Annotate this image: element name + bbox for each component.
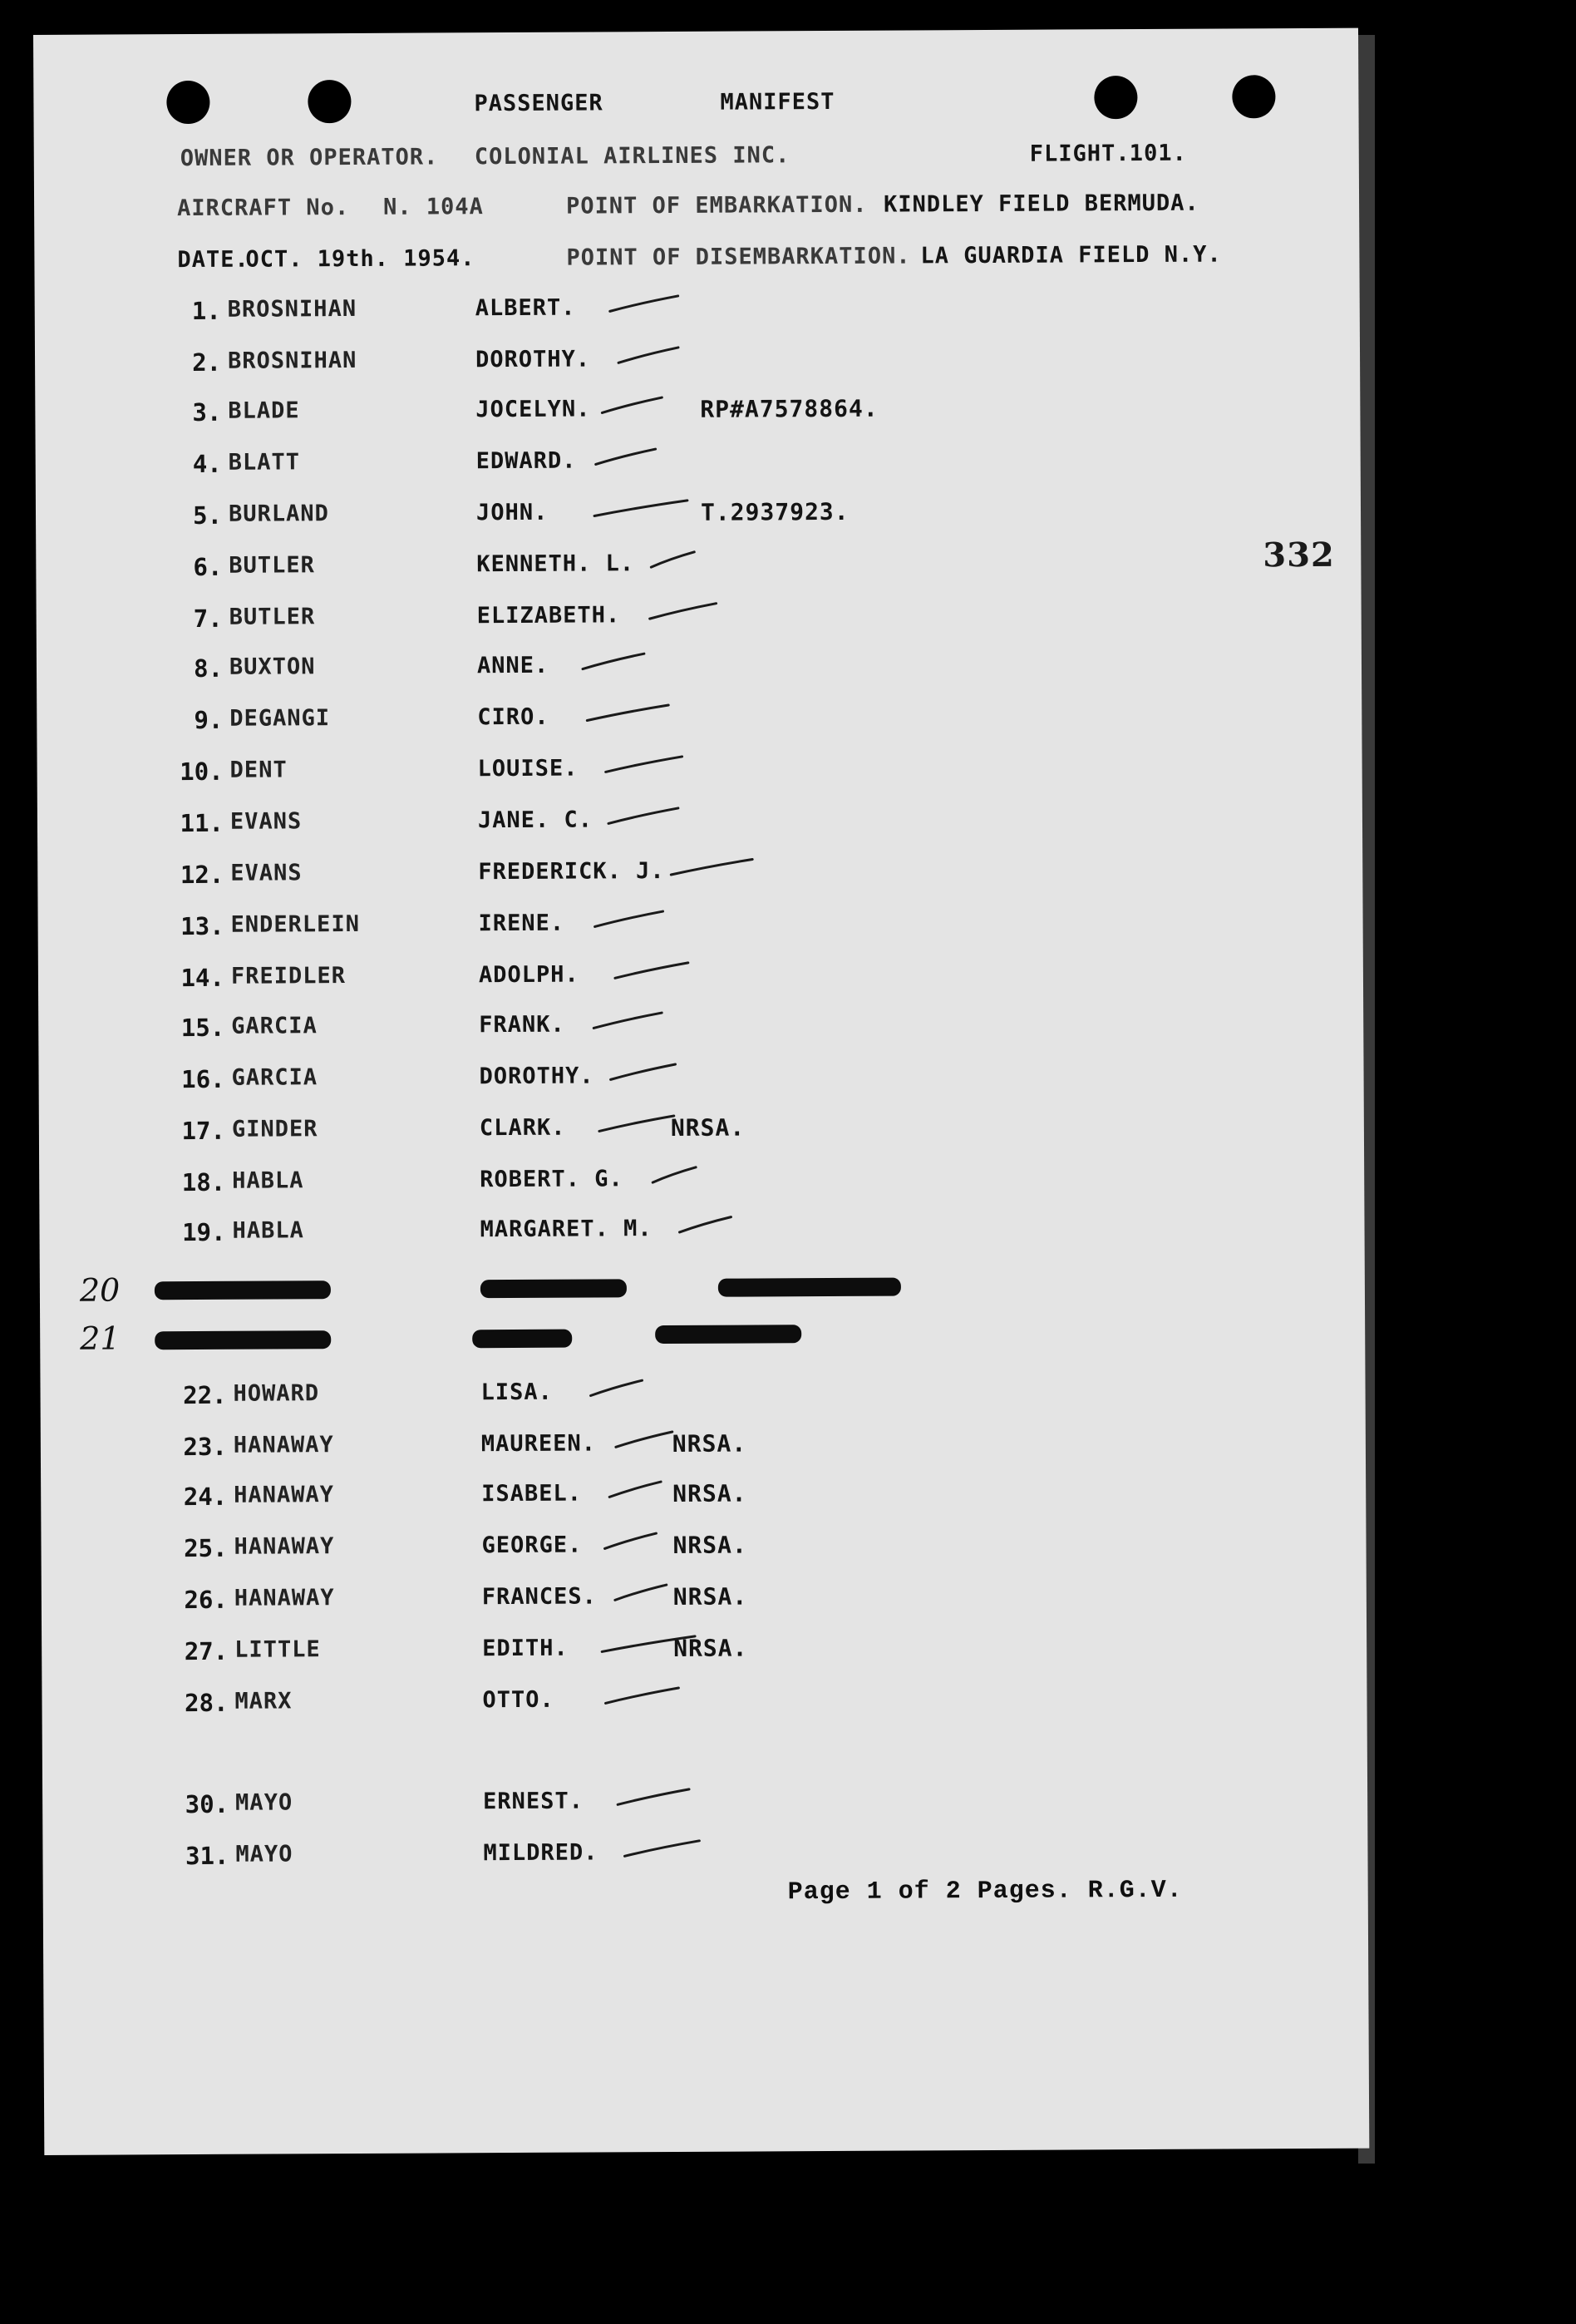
passenger-row bbox=[37, 855, 1334, 908]
passenger-given-name: CIRO. bbox=[477, 703, 549, 731]
passenger-row bbox=[37, 700, 1333, 753]
passenger-surname: HABLA bbox=[232, 1167, 304, 1194]
passenger-row bbox=[36, 444, 1332, 497]
passenger-row bbox=[35, 343, 1332, 396]
passenger-given-name: DOROTHY. bbox=[479, 1063, 594, 1090]
passenger-row bbox=[38, 1008, 1335, 1061]
page-count-footer: Page 1 of 2 Pages. R.G.V. bbox=[787, 1876, 1183, 1907]
passenger-number: 9. bbox=[194, 705, 224, 734]
passenger-surname: BROSNIHAN bbox=[227, 295, 357, 323]
passenger-number: 30. bbox=[185, 1789, 229, 1819]
passenger-number: 15. bbox=[180, 1013, 225, 1043]
page-number: 332 bbox=[1263, 535, 1335, 575]
passenger-surname: BLADE bbox=[228, 397, 300, 424]
passenger-number: 1. bbox=[191, 296, 221, 326]
passenger-number: 10. bbox=[180, 757, 224, 787]
passenger-given-name: CLARK. bbox=[479, 1114, 566, 1142]
passenger-row bbox=[42, 1580, 1338, 1633]
passenger-surname: BUXTON bbox=[229, 654, 316, 680]
passenger-given-name: ANNE. bbox=[476, 652, 549, 679]
passenger-given-name: MILDRED. bbox=[483, 1839, 598, 1867]
passenger-row bbox=[35, 392, 1332, 446]
passenger-surname: EVANS bbox=[229, 808, 303, 835]
passenger-row bbox=[41, 1427, 1337, 1480]
flight-label: FLIGHT. bbox=[1029, 141, 1130, 167]
passenger-surname: LITTLE bbox=[234, 1636, 321, 1663]
passenger-note: NRSA. bbox=[672, 1531, 747, 1559]
passenger-number: 7. bbox=[193, 604, 223, 634]
passenger-number: 11. bbox=[180, 808, 224, 838]
redaction-bar bbox=[718, 1278, 901, 1297]
check-tick-mark bbox=[616, 1784, 694, 1809]
aircraft-value: N. 104A bbox=[383, 194, 484, 220]
passenger-surname: EVANS bbox=[230, 860, 303, 886]
check-tick-mark bbox=[608, 1059, 680, 1084]
passenger-given-name: EDWARD. bbox=[475, 447, 577, 475]
passenger-number: 3. bbox=[192, 397, 222, 427]
passenger-row bbox=[38, 1059, 1335, 1113]
passenger-row bbox=[42, 1683, 1338, 1736]
check-tick-mark bbox=[613, 958, 693, 984]
passenger-number: 28. bbox=[185, 1688, 229, 1718]
punch-hole bbox=[308, 80, 351, 123]
passenger-row bbox=[38, 906, 1335, 960]
passenger-surname: DEGANGI bbox=[229, 705, 331, 732]
passenger-surname: HABLA bbox=[232, 1217, 304, 1244]
check-tick-mark bbox=[669, 854, 757, 880]
passenger-row bbox=[39, 1212, 1336, 1266]
passenger-surname: BURLAND bbox=[228, 501, 329, 527]
passenger-surname: HANAWAY bbox=[233, 1432, 334, 1458]
passenger-number: 18. bbox=[181, 1167, 226, 1197]
passenger-given-name: JANE. C. bbox=[477, 807, 593, 834]
check-tick-mark bbox=[585, 700, 673, 726]
passenger-surname: GINDER bbox=[231, 1116, 318, 1142]
passenger-given-name: LISA. bbox=[480, 1379, 553, 1406]
passenger-number: 27. bbox=[184, 1636, 229, 1666]
passenger-surname: FREIDLER bbox=[230, 963, 347, 989]
passenger-given-name: LOUISE. bbox=[477, 755, 579, 782]
passenger-number: 5. bbox=[193, 501, 223, 530]
passenger-number: 4. bbox=[192, 449, 222, 479]
margin-mark-20: 20 bbox=[79, 1271, 121, 1309]
disembarkation-label: POINT OF DISEMBARKATION. bbox=[566, 243, 911, 271]
passenger-given-name: ALBERT. bbox=[475, 294, 576, 322]
passenger-number: 6. bbox=[193, 552, 223, 582]
check-tick-mark bbox=[608, 291, 683, 316]
redaction-bar bbox=[655, 1325, 801, 1344]
passenger-number: 31. bbox=[185, 1841, 229, 1871]
date-value: OCT. 19th. 1954. bbox=[245, 245, 475, 273]
passenger-number: 23. bbox=[183, 1432, 227, 1462]
passenger-number: 19. bbox=[182, 1217, 226, 1247]
passenger-given-name: EDITH. bbox=[482, 1635, 569, 1662]
passenger-surname: BROSNIHAN bbox=[227, 347, 357, 374]
check-tick-mark bbox=[598, 1111, 679, 1137]
passenger-given-name: DOROTHY. bbox=[475, 346, 591, 373]
passenger-note: NRSA. bbox=[672, 1479, 747, 1507]
punch-hole bbox=[1232, 75, 1275, 118]
passenger-given-name: GEORGE. bbox=[481, 1532, 583, 1559]
check-tick-mark bbox=[677, 1212, 736, 1237]
redaction-bar bbox=[480, 1279, 627, 1298]
passenger-given-name: ISABEL. bbox=[481, 1480, 583, 1507]
passenger-note: T.2937923. bbox=[700, 497, 850, 526]
punch-hole bbox=[166, 81, 209, 124]
date-label: DATE. bbox=[177, 246, 249, 274]
check-tick-mark bbox=[604, 752, 687, 777]
passenger-note: NRSA. bbox=[673, 1634, 748, 1662]
passenger-note: NRSA. bbox=[670, 1113, 746, 1142]
passenger-row bbox=[39, 1162, 1336, 1216]
passenger-row bbox=[42, 1784, 1339, 1838]
passenger-given-name: FREDERICK. J. bbox=[478, 858, 665, 886]
disembarkation-value: LA GUARDIA FIELD N.Y. bbox=[920, 241, 1222, 269]
check-tick-mark bbox=[607, 803, 683, 828]
passenger-given-name: JOHN. bbox=[475, 499, 549, 526]
passenger-number: 17. bbox=[181, 1116, 225, 1146]
passenger-given-name: ADOLPH. bbox=[478, 961, 579, 989]
passenger-row bbox=[42, 1631, 1338, 1685]
passenger-row bbox=[35, 291, 1332, 344]
passenger-number: 22. bbox=[183, 1380, 227, 1410]
passenger-number: 25. bbox=[184, 1533, 228, 1563]
passenger-number: 24. bbox=[183, 1482, 228, 1512]
margin-mark-21: 21 bbox=[80, 1320, 121, 1357]
passenger-given-name: JOCELYN. bbox=[475, 396, 591, 423]
passenger-surname: MARX bbox=[234, 1688, 293, 1715]
passenger-number: 13. bbox=[180, 911, 224, 941]
check-tick-mark bbox=[600, 392, 667, 417]
passenger-row bbox=[37, 649, 1333, 702]
passenger-given-name: FRANK. bbox=[479, 1011, 565, 1039]
redaction-bar bbox=[472, 1330, 572, 1349]
passenger-number: 12. bbox=[180, 860, 224, 890]
check-tick-mark bbox=[623, 1836, 704, 1862]
check-tick-mark bbox=[617, 343, 683, 368]
passenger-surname: HANAWAY bbox=[234, 1585, 335, 1611]
check-tick-mark bbox=[613, 1580, 672, 1605]
passenger-surname: HANAWAY bbox=[234, 1482, 335, 1508]
passenger-row bbox=[37, 803, 1334, 856]
passenger-surname: HANAWAY bbox=[234, 1533, 335, 1560]
passenger-surname: DENT bbox=[229, 757, 288, 783]
passenger-number: 8. bbox=[193, 654, 224, 683]
passenger-row bbox=[40, 1375, 1337, 1428]
passenger-number: 2. bbox=[192, 348, 222, 377]
passenger-row bbox=[38, 958, 1335, 1011]
flight-value: 101. bbox=[1129, 140, 1187, 167]
passenger-surname: MAYO bbox=[235, 1789, 293, 1816]
check-tick-mark bbox=[589, 1375, 647, 1400]
manifest-page bbox=[33, 28, 1369, 2155]
passenger-given-name: FRANCES. bbox=[481, 1583, 597, 1611]
check-tick-mark bbox=[603, 1683, 683, 1709]
check-tick-mark bbox=[614, 1427, 677, 1452]
passenger-given-name: OTTO. bbox=[482, 1686, 554, 1714]
aircraft-label: AIRCRAFT No. bbox=[177, 195, 350, 222]
passenger-row bbox=[39, 1111, 1336, 1164]
passenger-given-name: KENNETH. L. bbox=[476, 550, 635, 578]
check-tick-mark bbox=[592, 1008, 667, 1033]
manifest-title-right: MANIFEST bbox=[720, 88, 835, 116]
redaction-bar bbox=[155, 1280, 331, 1300]
passenger-surname: GARCIA bbox=[231, 1013, 318, 1039]
owner-label: OWNER OR OPERATOR. bbox=[180, 144, 439, 172]
passenger-row bbox=[36, 496, 1332, 549]
passenger-given-name: IRENE. bbox=[478, 910, 565, 937]
check-tick-mark bbox=[603, 1528, 661, 1553]
passenger-surname: ENDERLEIN bbox=[230, 910, 360, 938]
check-tick-mark bbox=[648, 599, 722, 624]
redaction-bar bbox=[155, 1330, 331, 1349]
passenger-number: 14. bbox=[180, 963, 225, 993]
passenger-row bbox=[36, 547, 1332, 600]
embarkation-label: POINT OF EMBARKATION. bbox=[566, 191, 868, 220]
passenger-surname: BLATT bbox=[228, 449, 301, 476]
check-tick-mark bbox=[651, 1162, 701, 1187]
passenger-row bbox=[37, 752, 1334, 805]
passenger-number: 16. bbox=[181, 1064, 225, 1094]
passenger-row bbox=[41, 1528, 1337, 1581]
punch-hole bbox=[1094, 76, 1137, 119]
passenger-surname: GARCIA bbox=[231, 1064, 318, 1091]
check-tick-mark bbox=[594, 444, 661, 469]
check-tick-mark bbox=[649, 547, 699, 572]
check-tick-mark bbox=[593, 906, 667, 931]
check-tick-mark bbox=[593, 496, 692, 521]
passenger-note: RP#A7578864. bbox=[700, 394, 879, 423]
check-tick-mark bbox=[608, 1477, 666, 1502]
manifest-title-left: PASSENGER bbox=[474, 90, 603, 117]
passenger-surname: MAYO bbox=[235, 1841, 293, 1868]
passenger-row bbox=[41, 1477, 1337, 1530]
passenger-given-name: ELIZABETH. bbox=[476, 602, 621, 629]
passenger-number: 26. bbox=[184, 1585, 228, 1615]
passenger-surname: BUTLER bbox=[229, 552, 315, 579]
passenger-row bbox=[37, 599, 1333, 652]
check-tick-mark bbox=[581, 649, 649, 674]
passenger-note: NRSA. bbox=[672, 1429, 747, 1458]
passenger-note: NRSA. bbox=[672, 1582, 748, 1611]
passenger-given-name: MAUREEN. bbox=[480, 1430, 597, 1458]
embarkation-value: KINDLEY FIELD BERMUDA. bbox=[884, 190, 1199, 218]
passenger-surname: BUTLER bbox=[229, 604, 316, 630]
owner-value: COLONIAL AIRLINES INC. bbox=[474, 142, 790, 170]
passenger-surname: HOWARD bbox=[233, 1380, 320, 1407]
passenger-given-name: ROBERT. G. bbox=[480, 1166, 623, 1193]
passenger-given-name: MARGARET. M. bbox=[480, 1216, 653, 1243]
passenger-given-name: ERNEST. bbox=[483, 1788, 584, 1815]
